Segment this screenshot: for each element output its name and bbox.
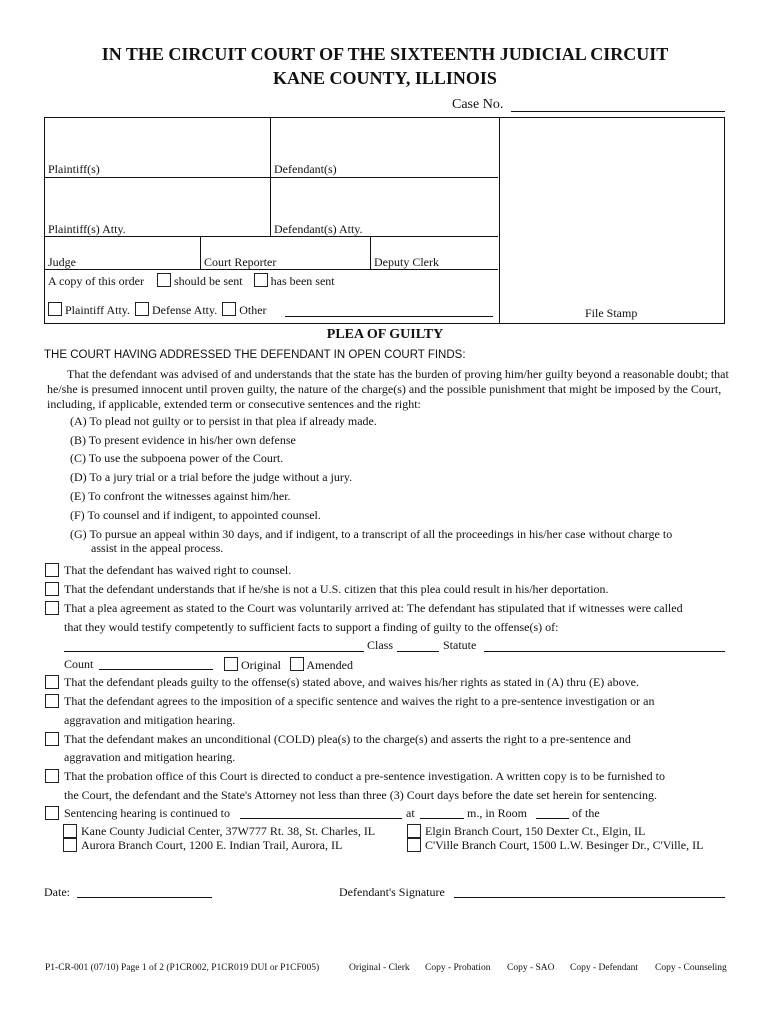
of-the-label: of the <box>572 806 600 820</box>
defendant-signature-field[interactable] <box>454 897 725 898</box>
sentencing-time-field[interactable] <box>420 818 464 819</box>
right-b: (B) To present evidence in his/her own defense <box>70 433 296 447</box>
has-been-sent-label: has been sent <box>270 274 335 288</box>
original-checkbox[interactable] <box>224 657 238 671</box>
footer-original: Original - Clerk <box>349 963 410 973</box>
should-be-sent-checkbox[interactable] <box>157 273 171 287</box>
citizenship-checkbox[interactable] <box>45 582 59 596</box>
other-field[interactable] <box>285 316 493 317</box>
amended-label: Amended <box>306 658 353 672</box>
footer-copy-counseling: Copy - Counseling <box>655 963 727 973</box>
defense-atty-checkbox[interactable] <box>135 302 149 316</box>
m-in-room-label: m., in Room <box>467 806 528 820</box>
date-field[interactable] <box>77 897 212 898</box>
offense-field[interactable] <box>64 651 364 652</box>
court-reporter-label: Court Reporter <box>204 255 277 269</box>
court-title-line1: IN THE CIRCUIT COURT OF THE SIXTEENTH JUDICIAL CIRCUIT <box>101 44 669 64</box>
statute-field[interactable] <box>484 651 725 652</box>
other-checkbox[interactable] <box>222 302 236 316</box>
defense-atty-label: Defense Atty. <box>152 303 218 317</box>
case-no-field[interactable] <box>511 111 725 112</box>
footer-copy-defendant: Copy - Defendant <box>570 963 639 973</box>
footer-copy-sao: Copy - SAO <box>507 963 555 973</box>
plaintiffs-atty-label: Plaintiff(s) Atty. <box>48 222 126 236</box>
agrees-sentence-text: That the defendant agrees to the imposition of a specific sentence and waives the right to a pre-sentence investigation or an <box>64 694 655 708</box>
class-field[interactable] <box>397 651 439 652</box>
probation-checkbox[interactable] <box>45 769 59 783</box>
pleads-guilty-text: That the defendant pleads guilty to the offense(s) stated above, and waives his/her rights as stated in (A) thru (E) above. <box>64 675 639 689</box>
citizenship-text: That the defendant understands that if he/she is not a U.S. citizen that this plea could result in his/her deportation. <box>64 582 609 596</box>
defendants-label: Defendant(s) <box>274 162 337 176</box>
right-d: (D) To a jury trial or a trial before the judge without a jury. <box>70 470 353 484</box>
judge-label: Judge <box>48 255 76 269</box>
class-label: Class <box>367 638 394 652</box>
right-f: (F) To counsel and if indigent, to appointed counsel. <box>70 508 321 522</box>
cold-plea-text: That the defendant makes an unconditional (COLD) plea(s) to the charge(s) and asserts the right to a pre-sentence and <box>64 732 631 746</box>
defendant-signature-label: Defendant's Signature <box>339 885 445 899</box>
file-stamp-box <box>498 117 725 324</box>
caption-box <box>44 117 500 324</box>
elgin-branch-label: Elgin Branch Court, 150 Dexter Ct., Elgin, IL <box>425 824 646 838</box>
copy-of-order-label: A copy of this order <box>48 274 144 288</box>
count-field[interactable] <box>99 669 213 670</box>
aurora-branch-label: Aurora Branch Court, 1200 E. Indian Trail, Aurora, IL <box>81 838 343 852</box>
pleads-guilty-checkbox[interactable] <box>45 675 59 689</box>
right-g-cont: assist in the appeal process. <box>91 541 224 555</box>
cville-branch-checkbox[interactable] <box>407 838 421 852</box>
form-title: PLEA OF GUILTY <box>326 327 444 342</box>
right-c: (C) To use the subpoena power of the Court. <box>70 451 284 465</box>
court-title-line2: KANE COUNTY, ILLINOIS <box>273 68 497 88</box>
other-label: Other <box>239 303 267 317</box>
plea-agreement-text: That a plea agreement as stated to the Court was voluntarily arrived at: The defendant has stipulated that if witnesses were called <box>64 601 683 615</box>
plaintiff-atty-label: Plaintiff Atty. <box>65 303 131 317</box>
probation-text: That the probation office of this Court is directed to conduct a pre-sentence investigation. A written copy is to be furnished to <box>64 769 665 783</box>
waived-counsel-text: That the defendant has waived right to counsel. <box>64 563 292 577</box>
aurora-branch-checkbox[interactable] <box>63 838 77 852</box>
amended-checkbox[interactable] <box>290 657 304 671</box>
case-no-label: Case No. <box>452 97 504 112</box>
waived-counsel-checkbox[interactable] <box>45 563 59 577</box>
file-stamp-label: File Stamp <box>585 306 638 320</box>
agrees-sentence-text-cont: aggravation and mitigation hearing. <box>64 713 236 727</box>
plea-agreement-text-cont: that they would testify competently to sufficient facts to support a finding of guilty to the offense(s) of: <box>64 620 559 634</box>
intro-paragraph: That the defendant was advised of and understands that the state has the burden of proving him/her guilty beyond a reasonable doubt; that he/she is presumed innocent until proven guilty, the nature of the charge(s) and the possible punishment that might be imposed by the Court, including, if applicable, extended term or consecutive sentences and the right: <box>47 367 729 411</box>
deputy-clerk-label: Deputy Clerk <box>374 255 439 269</box>
footer-form-id: P1-CR-001 (07/10) Page 1 of 2 (P1CR002, P1CR019 DUI or P1CF005) <box>45 963 320 973</box>
cold-plea-checkbox[interactable] <box>45 732 59 746</box>
statute-label: Statute <box>443 638 477 652</box>
cville-branch-label: C'Ville Branch Court, 1500 L.W. Besinger Dr., C'Ville, IL <box>425 838 704 852</box>
right-a: (A) To plead not guilty or to persist in that plea if already made. <box>70 414 377 428</box>
sentencing-date-field[interactable] <box>240 818 402 819</box>
agrees-sentence-checkbox[interactable] <box>45 694 59 708</box>
cold-plea-text-cont: aggravation and mitigation hearing. <box>64 750 236 764</box>
plea-agreement-checkbox[interactable] <box>45 601 59 615</box>
room-field[interactable] <box>536 818 569 819</box>
defendants-atty-label: Defendant(s) Atty. <box>274 222 363 236</box>
right-g: (G) To pursue an appeal within 30 days, and if indigent, to a transcript of all the proceedings in his/her case without charge to <box>70 527 673 541</box>
has-been-sent-checkbox[interactable] <box>254 273 268 287</box>
finds-heading: THE COURT HAVING ADDRESSED THE DEFENDANT IN OPEN COURT FINDS: <box>44 349 466 361</box>
right-e: (E) To confront the witnesses against him/her. <box>70 489 291 503</box>
count-label: Count <box>64 657 94 671</box>
plaintiffs-label: Plaintiff(s) <box>48 162 100 176</box>
footer-copy-probation: Copy - Probation <box>425 963 491 973</box>
original-label: Original <box>241 658 281 672</box>
should-be-sent-label: should be sent <box>173 274 243 288</box>
plaintiff-atty-checkbox[interactable] <box>48 302 62 316</box>
at-label: at <box>406 806 415 820</box>
sentencing-continued-text: Sentencing hearing is continued to <box>64 806 230 820</box>
probation-text-cont: the Court, the defendant and the State's Attorney not less than three (3) Court days before the date set herein for sentencing. <box>64 788 657 802</box>
date-label: Date: <box>44 885 70 899</box>
kane-county-label: Kane County Judicial Center, 37W777 Rt. 38, St. Charles, IL <box>81 824 376 838</box>
sentencing-continued-checkbox[interactable] <box>45 806 59 820</box>
elgin-branch-checkbox[interactable] <box>407 824 421 838</box>
kane-county-checkbox[interactable] <box>63 824 77 838</box>
